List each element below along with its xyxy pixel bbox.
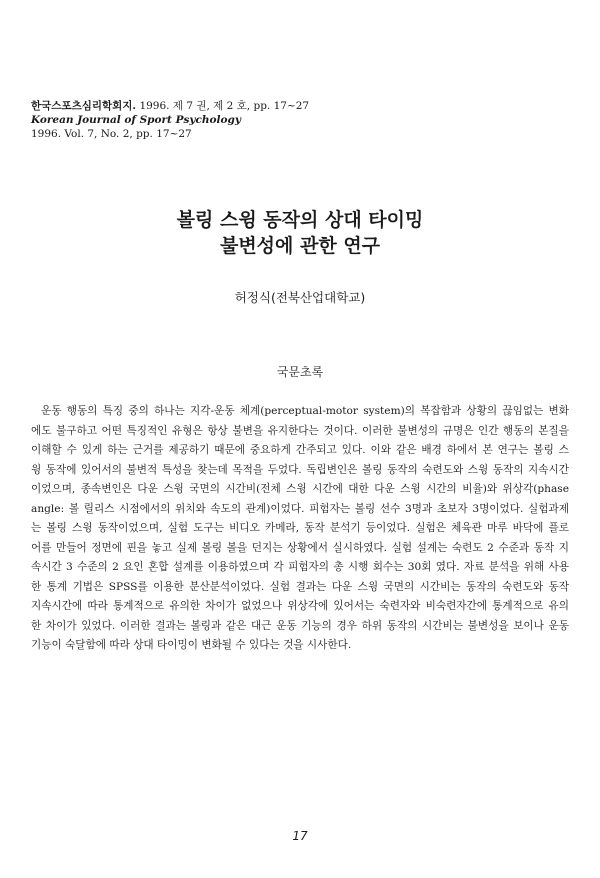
abstract-line: 지속시간에 따라 통계적으로 유의한 차이가 없었으나 위상각에 있어서는 숙련자와 비숙련자간에 통계적으로 유의 [31,600,569,612]
abstract-line: 이해할 수 있게 하는 근거를 제공하기 때문에 중요하게 간주되고 있다. 이와 같은 배경 하에서 본 연구는 볼링 스 [31,444,569,456]
abstract-body [31,402,569,656]
abstract-line: 에도 불구하고 어떤 특징적인 유형은 항상 불변을 유지한다는 것이다. 이러한 불변성의 규명은 인간 행동의 본질을 [31,424,569,437]
title-line-1: 볼링 스윙 동작의 상대 타이밍 [176,209,424,231]
page-number: 17 [292,829,308,843]
journal-header [31,99,309,141]
abstract-line: 운동 행동의 특징 중의 하나는 지각-운동 체계(perceptual-motor system)의 복잡함과 상황의 끊임없는 변화 [41,405,569,417]
abstract-line: 이었으며, 종속변인은 다운 스윙 국면의 시간비(전체 스윙 시간에 대한 다운 스윙 시간의 비율)와 위상각(phase [31,483,569,495]
abstract-line: angle: 볼 릴리스 시점에서의 위치와 속도의 관계)이었다. 피험자는 볼링 선수 3명과 초보자 3명이었다. 실험과제 [31,502,569,515]
korean-journal-name: 한국스포츠심리학회지. [31,100,137,112]
author-affiliation: 허정식(전북산업대학교) [234,290,366,305]
abstract-line: 기능이 숙달함에 따라 상대 타이밍이 변화될 수 있다는 것을 시사한다. [31,639,352,651]
abstract-line: 어를 만들어 정면에 핀을 놓고 실제 볼링 볼을 던지는 상황에서 실시하였다. 실험 설계는 숙련도 2 수준과 동작 지 [31,541,569,554]
english-journal-name: Korean Journal of Sport Psychology [31,114,241,126]
abstract-line: 윙 동작에 있어서의 불변적 특성을 찾는데 목적을 두었다. 독립변인은 볼링 동작의 숙련도와 스윙 동작의 지속시간 [31,463,569,476]
abstract-line: 속시간 3 수준의 2 요인 혼합 설계를 이용하였으며 각 피험자의 총 시행 회수는 30회 였다. 자료 분석을 위해 사용 [31,561,569,573]
abstract-line: 한 통계 기법은 SPSS를 이용한 분산분석이었다. 실험 결과는 다운 스윙 국면의 시간비는 동작의 숙련도와 동작 [31,580,569,593]
korean-citation-line [31,99,309,113]
abstract-line: 는 볼링 스윙 동작이었으며, 실험 도구는 비디오 카메라, 동작 분석기 등이었다. 실험은 체육관 마루 바닥에 플로 [31,522,569,534]
korean-citation: 1996. 제 7 권, 제 2 호, pp. 17~27 [139,100,310,112]
english-citation: 1996. Vol. 7, No. 2, pp. 17~27 [31,128,192,140]
abstract-heading: 국문초록 [276,365,324,379]
paper-title [0,207,600,259]
title-line-2: 불변성에 관한 연구 [219,235,381,257]
abstract-line: 한 차이가 있었다. 이러한 결과는 볼링과 같은 대근 운동 기능의 경우 하위 동작의 시간비는 불변성을 보이나 운동 [31,619,569,632]
